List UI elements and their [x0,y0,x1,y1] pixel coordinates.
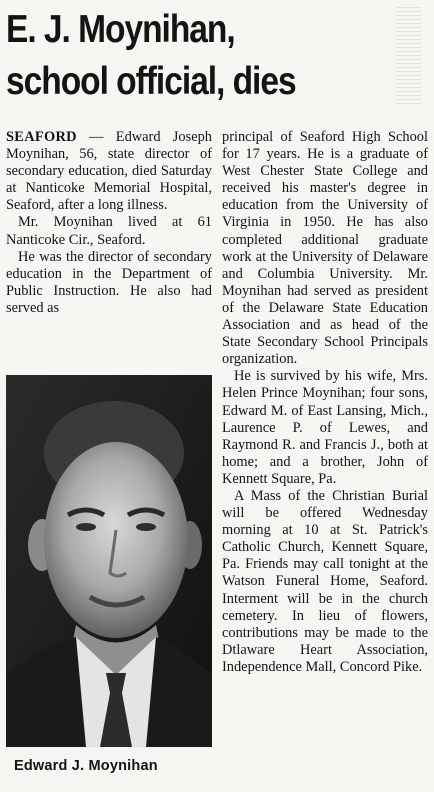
dateline: SEAFORD [6,129,77,145]
article-paragraph: A Mass of the Christian Burial will be offered Wednesday morning at 10 at St. Patrick's Catholic Church, Kennett Square, Pa. Friends may call tonight at the Watson Funeral Home, Seaford. Interment will be in the church cemetery. In lieu of flowers, contributions may be made to the Dtlaware Heart Association, Independence Mall, Concord Pike. [222,487,428,675]
photo-caption: Edward J. Moynihan [14,758,158,774]
article-column-right [222,129,428,676]
article-paragraph: Mr. Moynihan lived at 61 Nanticoke Cir., Seaford. [6,214,212,248]
article-paragraph: principal of Seaford High School for 17 years. He is a graduate of West Chester State College and received his master's degree in education from the University of Virginia in 1950. He has also completed additional graduate work at the University of Delaware and Columbia University. Mr. Moynihan had served as president of the Delaware State Education Association and as head of the State Secondary School Principals organization. [222,129,428,368]
article-column-left [6,129,212,317]
article-paragraph: He was the director of secondary education in the Department of Public Instruction. He also had served as [6,248,212,316]
portrait-photo [6,375,212,747]
portrait-image [6,375,212,747]
headline-line-1: E. J. Moynihan, [6,8,235,51]
article-paragraph: He is survived by his wife, Mrs. Helen Prince Moynihan; four sons, Edward M. of East Lansing, Mich., Laurence P. of Lewes, and Raymond R. and Francis J., both at home; and a brother, John of Kennett Square, Pa. [222,368,428,487]
headline [6,4,333,108]
article-text: — Edward Joseph Moynihan, 56, state director of secondary education, died Saturday at Nanticoke Memorial Hospital, Seaford, after a long illness. [6,129,212,214]
margin-speckle [396,4,422,104]
headline-line-2: school official, dies [6,60,296,103]
article-paragraph [6,129,212,214]
